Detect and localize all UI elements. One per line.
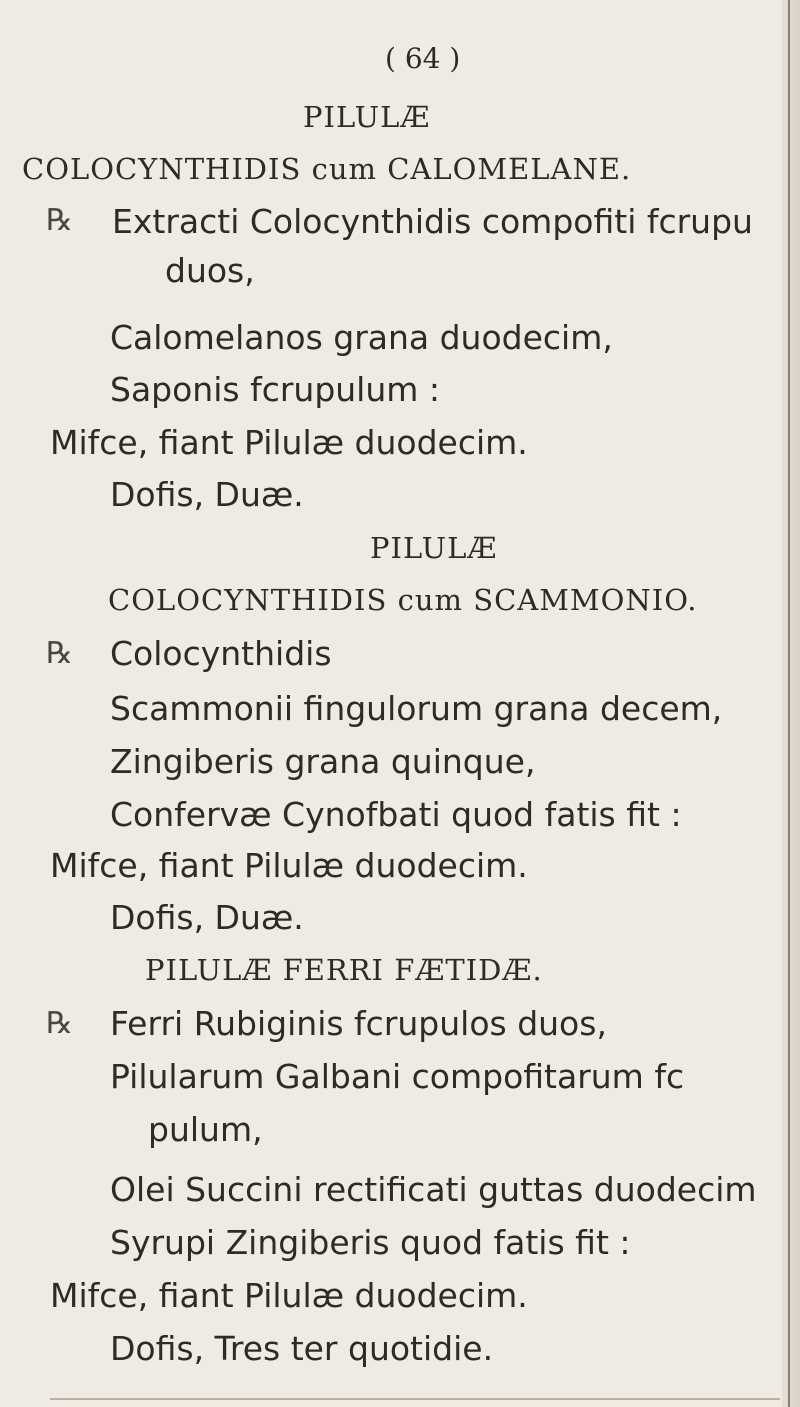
- page-bottom-rule: [50, 1398, 780, 1400]
- section-3-line: Syrupi Zingiberis quod fatis fit :: [110, 1223, 631, 1262]
- section-3-line: Ferri Rubiginis fcrupulos duos,: [110, 1004, 607, 1043]
- section-2-line: Zingiberis grana quinque,: [110, 742, 536, 781]
- section-1-line: duos,: [165, 251, 255, 290]
- section-3-heading: PILULÆ FERRI FÆTIDÆ.: [145, 953, 543, 987]
- page-edge-line: [788, 0, 790, 1407]
- page-edge: [782, 0, 800, 1407]
- section-2-line: Mifce, fiant Pilulæ duodecim.: [50, 846, 528, 885]
- section-2-heading: PILULÆ: [370, 531, 498, 565]
- page-number: ( 64 ): [385, 42, 461, 75]
- section-3-line: Mifce, fiant Pilulæ duodecim.: [50, 1276, 528, 1315]
- section-2-line: Confervæ Cynofbati quod fatis fit :: [110, 795, 682, 834]
- section-1-line: Saponis fcrupulum :: [110, 370, 441, 409]
- section-3-line: Dofis, Tres ter quotidie.: [110, 1329, 494, 1368]
- section-1-subheading: COLOCYNTHIDIS cum CALOMELANE.: [22, 152, 632, 186]
- section-1-line: Dofis, Duæ.: [110, 475, 304, 514]
- section-1-line: Mifce, fiant Pilulæ duodecim.: [50, 423, 528, 462]
- section-1-line: Extracti Colocynthidis compofiti fcrupu: [112, 202, 753, 241]
- section-2-subheading: COLOCYNTHIDIS cum SCAMMONIO.: [108, 583, 698, 617]
- recipe-symbol: ℞: [46, 1006, 73, 1041]
- recipe-symbol: ℞: [46, 203, 73, 238]
- recipe-symbol: ℞: [46, 636, 73, 671]
- section-3-line: Pilularum Galbani compofitarum fc: [110, 1057, 685, 1096]
- section-3-line: Olei Succini rectificati guttas duodecim: [110, 1170, 757, 1209]
- section-2-line: Colocynthidis: [110, 634, 332, 673]
- section-3-line: pulum,: [148, 1110, 263, 1149]
- section-1-heading: PILULÆ: [303, 100, 431, 134]
- section-2-line: Dofis, Duæ.: [110, 898, 304, 937]
- section-1-line: Calomelanos grana duodecim,: [110, 318, 613, 357]
- section-2-line: Scammonii fingulorum grana decem,: [110, 689, 723, 728]
